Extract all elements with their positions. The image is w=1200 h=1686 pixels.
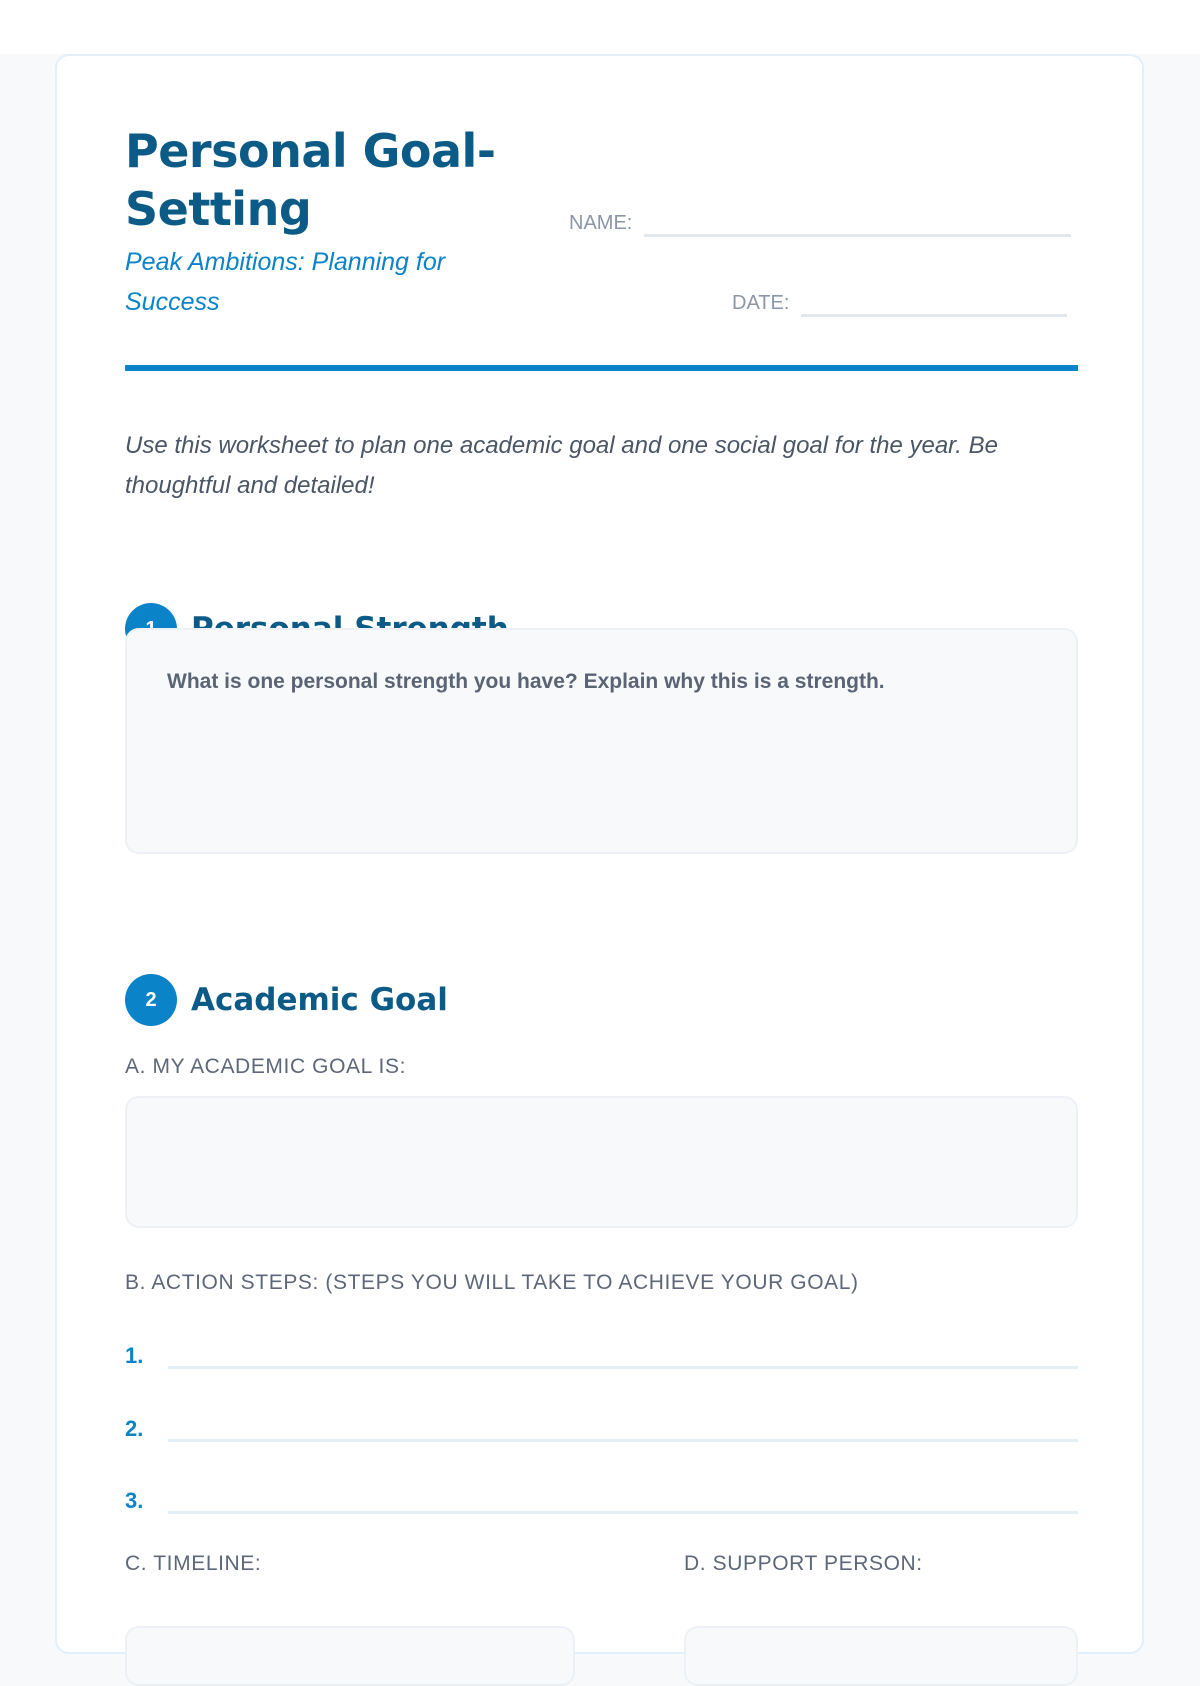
date-input-line[interactable] (801, 286, 1067, 317)
page-title: Personal Goal-Setting (125, 124, 496, 236)
section-number-badge: 2 (125, 974, 177, 1026)
header-divider (125, 365, 1078, 371)
page-subtitle: Peak Ambitions: Planning for Success (125, 248, 446, 316)
action-step-row (125, 1471, 1078, 1514)
action-step-input-line[interactable] (168, 1326, 1078, 1369)
action-step-input-line[interactable] (168, 1399, 1078, 1442)
action-step-input-line[interactable] (168, 1471, 1078, 1514)
header-block (125, 122, 525, 322)
personal-strength-prompt: What is one personal strength you have? Explain why this is a strength. (167, 670, 885, 693)
action-step-number: 2. (125, 1416, 144, 1441)
section-academic-goal-heading (125, 974, 448, 1026)
name-input-line[interactable] (644, 206, 1071, 237)
top-bar (0, 0, 1200, 54)
action-steps-label: B. ACTION STEPS: (STEPS YOU WILL TAKE TO ACHIEVE YOUR GOAL) (125, 1271, 859, 1294)
personal-strength-answer-box[interactable] (125, 628, 1078, 854)
academic-goal-answer-box[interactable] (125, 1096, 1078, 1228)
intro-text: Use this worksheet to plan one academic goal and one social goal for the year. Be thoughtful and detailed! (125, 432, 998, 499)
worksheet-card (55, 54, 1144, 1654)
action-step-number: 1. (125, 1343, 144, 1368)
name-label: NAME: (569, 212, 633, 234)
academic-goal-label: A. MY ACADEMIC GOAL IS: (125, 1055, 407, 1078)
support-person-answer-box[interactable] (684, 1626, 1078, 1686)
action-step-row (125, 1326, 1078, 1369)
support-person-label: D. SUPPORT PERSON: (684, 1552, 923, 1575)
timeline-answer-box[interactable] (125, 1626, 575, 1686)
name-field (569, 206, 1071, 237)
section-title: Academic Goal (191, 982, 448, 1018)
date-field (732, 286, 1067, 317)
timeline-label: C. TIMELINE: (125, 1552, 262, 1575)
date-label: DATE: (732, 292, 790, 314)
action-step-number: 3. (125, 1488, 144, 1513)
action-step-row (125, 1399, 1078, 1442)
